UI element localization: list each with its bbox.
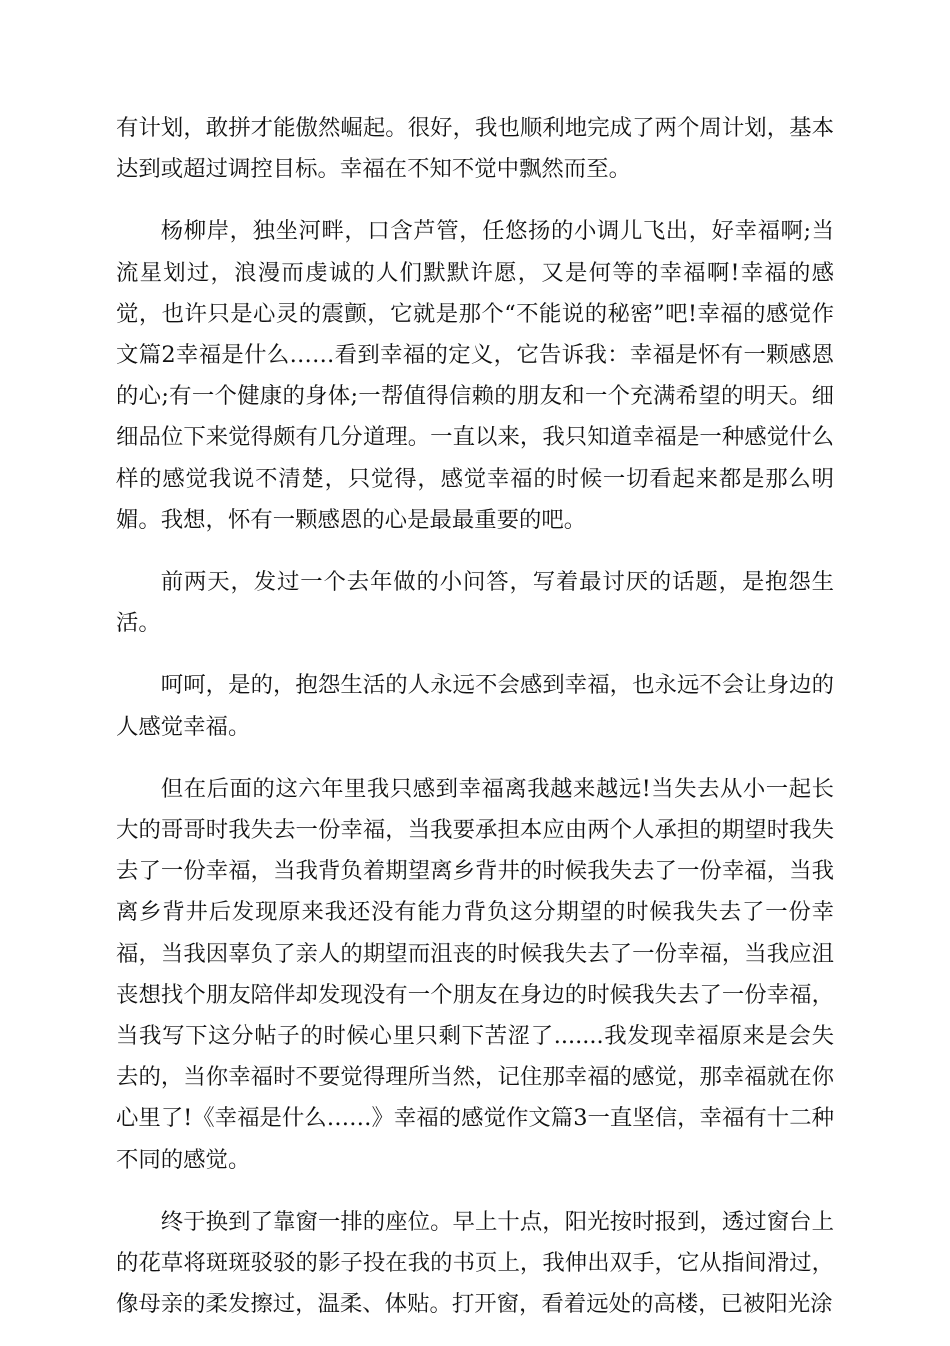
paragraph-3: 前两天，发过一个去年做的小问答，写着最讨厌的话题，是抱怨生活。 [116, 569, 834, 637]
document-body [116, 108, 834, 1346]
paragraph-1: 有计划，敢拼才能傲然崛起。很好，我也顺利地完成了两个周计划，基本达到或超过调控目标。幸福在不知不觉中飘然而至。 [116, 115, 834, 183]
paragraph-4: 呵呵，是的，抱怨生活的人永远不会感到幸福，也永远不会让身边的人感觉幸福。 [116, 672, 834, 740]
paragraph-2: 杨柳岸，独坐河畔，口含芦管，任悠扬的小调儿飞出，好幸福啊;当流星划过，浪漫而虔诚的人们默默许愿，又是何等的幸福啊!幸福的感觉，也许只是心灵的震颤，它就是那个“不能说的秘密”吧!幸福的感觉作文篇2幸福是什么……看到幸福的定义，它告诉我：幸福是怀有一颗感恩的心;有一个健康的身体;一帮值得信赖的朋友和一个充满希望的明天。细细品位下来觉得颇有几分道理。一直以来，我只知道幸福是一种感觉什么样的感觉我说不清楚，只觉得，感觉幸福的时候一切看起来都是那么明媚。我想，怀有一颗感恩的心是最最重要的吧。 [116, 218, 834, 533]
paragraph-5: 但在后面的这六年里我只感到幸福离我越来越远!当失去从小一起长大的哥哥时我失去一份幸福，当我要承担本应由两个人承担的期望时我失去了一份幸福，当我背负着期望离乡背井的时候我失去了一份幸福，当我离乡背井后发现原来我还没有能力背负这分期望的时候我失去了一份幸福，当我因辜负了亲人的期望而沮丧的时候我失去了一份幸福，当我应沮丧想找个朋友陪伴却发现没有一个朋友在身边的时候我失去了一份幸福，当我写下这分帖子的时候心里只剩下苦涩了.......我发现幸福原来是会失去的，当你幸福时不要觉得理所当然，记住那幸福的感觉，那幸福就在你心里了!《幸福是什么……》幸福的感觉作文篇3一直坚信，幸福有十二种不同的感觉。 [116, 775, 834, 1173]
paragraph-6: 终于换到了靠窗一排的座位。早上十点，阳光按时报到，透过窗台上的花草将斑斑驳驳的影子投在我的书页上，我伸出双手，它从指间滑过，像母亲的柔发擦过，温柔、体贴。打开窗，看着远处的高楼，已被阳光涂 [116, 1208, 834, 1318]
